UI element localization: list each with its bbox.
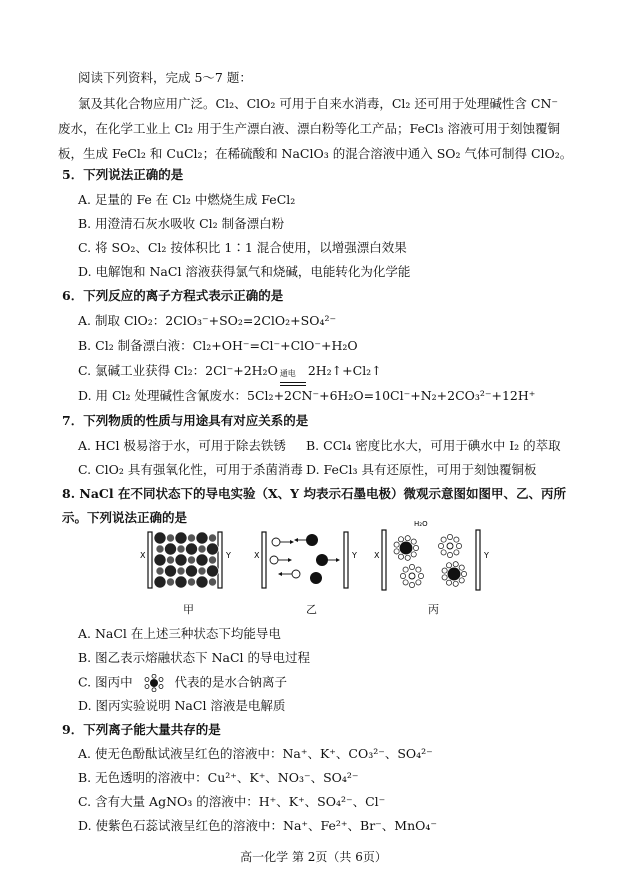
q8-option-b: B. 图乙表示熔融状态下 NaCl 的导电过程 — [78, 650, 311, 665]
water-molecule — [456, 543, 461, 548]
water-molecule — [405, 536, 410, 541]
q6-option-c-products: 2H₂↑+Cl₂↑ — [307, 363, 382, 378]
sodium-ion — [167, 578, 175, 586]
q9-option-a: A. 使无色酚酞试液呈红色的溶液中：Na⁺、K⁺、CO₃²⁻、SO₄²⁻ — [78, 746, 433, 761]
q7-option-b: B. CCl₄ 密度比水大，可用于碘水中 I₂ 的萃取 — [306, 438, 561, 453]
sodium-ion — [188, 556, 196, 564]
sodium-ion — [310, 572, 322, 584]
water-molecule — [446, 580, 451, 585]
water-molecule — [441, 550, 446, 555]
electrode-x — [382, 530, 386, 590]
water-molecule — [441, 537, 446, 542]
water-molecule — [403, 567, 408, 572]
q8-option-c-row — [78, 674, 287, 692]
water-molecule — [394, 549, 399, 554]
chloride-ion — [186, 565, 198, 577]
electrode-y-label: Y — [226, 551, 231, 560]
q8-option-a: A. NaCl 在上述三种状态下均能导电 — [78, 626, 281, 641]
q9-stem: 9．下列离子能大量共存的是 — [62, 722, 221, 737]
chloride-ion — [196, 576, 208, 588]
page-footer: 高一化学 第 2页（共 6页） — [240, 850, 387, 864]
q6-stem: 6．下列反应的离子方程式表示正确的是 — [62, 288, 284, 303]
q8-option-c-suffix: 代表的是水合钠离子 — [174, 674, 288, 690]
water-molecule — [442, 575, 447, 580]
figure-jia — [138, 526, 238, 592]
figure-bing — [372, 516, 492, 596]
water-molecule — [403, 580, 408, 585]
water-molecule — [416, 580, 421, 585]
figure-label-yi: 乙 — [306, 603, 317, 616]
q5-option-d: D. 电解饱和 NaCl 溶液获得氯气和烧碱，电能转化为化学能 — [78, 264, 411, 279]
water-molecule — [400, 573, 405, 578]
sodium-ion — [156, 545, 164, 553]
sodium-ion — [306, 534, 318, 546]
electrode-x-label: X — [140, 551, 146, 560]
passage-line-1: 氯及其化合物应用广泛。Cl₂、ClO₂ 可用于自来水消毒，Cl₂ 还可用于处理碱性含 CN⁻ — [78, 96, 558, 111]
figure-label-jia: 甲 — [183, 603, 194, 616]
water-molecule — [454, 537, 459, 542]
q8-option-c: C. 图丙中 — [78, 674, 133, 690]
arrow-head — [278, 572, 282, 576]
hydrated-ion-icon — [143, 674, 165, 692]
chloride-ion — [196, 532, 208, 544]
electrode-x-label: X — [254, 551, 260, 560]
electrode-x — [262, 532, 266, 588]
water-label: H₂O — [414, 520, 428, 528]
q6-option-d: D. 用 Cl₂ 处理碱性含氰废水：5Cl₂+2CN⁻+6H₂O=10Cl⁻+N₂+2CO₃²⁻+12H⁺ — [78, 388, 536, 403]
q6-option-a: A. 制取 ClO₂：2ClO₃⁻+SO₂=2ClO₂+SO₄²⁻ — [78, 313, 337, 328]
arrow-head — [288, 558, 292, 562]
q9-option-d: D. 使紫色石蕊试液呈红色的溶液中：Na⁺、Fe²⁺、Br⁻、MnO₄⁻ — [78, 818, 437, 833]
q5-option-b: B. 用澄清石灰水吸收 Cl₂ 制备漂白粉 — [78, 216, 285, 231]
water-molecule — [438, 543, 443, 548]
water-molecule — [398, 554, 403, 559]
electrode-y — [218, 532, 222, 588]
ion-core — [448, 568, 460, 580]
chloride-ion — [154, 532, 166, 544]
ion-core — [400, 542, 412, 554]
chloride-ion — [186, 543, 198, 555]
water-molecule — [418, 573, 423, 578]
electrode-y-label: Y — [352, 551, 357, 560]
water-molecule — [454, 550, 459, 555]
q5-option-a: A. 足量的 Fe 在 Cl₂ 中燃烧生成 FeCl₂ — [78, 192, 296, 207]
figure-label-bing: 丙 — [428, 603, 439, 616]
passage-line-2: 废水，在化学工业上 Cl₂ 用于生产漂白液、漂白粉等化工产品；FeCl₃ 溶液可用于刻蚀覆铜 — [58, 121, 560, 136]
arrow-head — [336, 558, 340, 562]
chloride-ion — [270, 556, 278, 564]
water-molecule — [411, 539, 416, 544]
passage-lead: 阅读下列资料，完成 5～7 题： — [78, 70, 252, 85]
water-molecule — [409, 564, 414, 569]
electrode-y — [344, 532, 348, 588]
q9-option-c: C. 含有大量 AgNO₃ 的溶液中：H⁺、K⁺、SO₄²⁻、Cl⁻ — [78, 794, 386, 809]
chloride-ion — [175, 576, 187, 588]
sodium-ion — [167, 534, 175, 542]
water-molecule — [459, 565, 464, 570]
sodium-ion — [188, 534, 196, 542]
q7-option-d: D. FeCl₃ 具有还原性，可用于刻蚀覆铜板 — [306, 462, 537, 477]
arrow-head — [290, 540, 294, 544]
water-molecule — [416, 567, 421, 572]
nacl-crystal-lattice — [154, 532, 219, 588]
ion-core — [409, 573, 415, 579]
chloride-ion — [292, 570, 300, 578]
q6-option-b: B. Cl₂ 制备漂白液：Cl₂+OH⁻=Cl⁻+ClO⁻+H₂O — [78, 338, 358, 353]
sodium-ion — [156, 567, 164, 575]
q6-option-c: C. 氯碱工业获得 Cl₂：2Cl⁻+2H₂O — [78, 363, 278, 378]
electrolysis-condition: 通电 — [279, 369, 296, 378]
water-molecule — [409, 582, 414, 587]
q5-stem: 5．下列说法正确的是 — [62, 167, 184, 182]
q9-option-b: B. 无色透明的溶液中：Cu²⁺、K⁺、NO₃⁻、SO₄²⁻ — [78, 770, 359, 785]
sodium-ion — [177, 545, 185, 553]
chloride-ion — [175, 532, 187, 544]
water-molecule — [413, 545, 418, 550]
electrode-x-label: X — [374, 551, 380, 560]
arrow-head — [294, 538, 298, 542]
q8-stem-line-2: 示。下列说法正确的是 — [62, 510, 188, 525]
water-molecule — [453, 562, 458, 567]
q6-option-c-row — [78, 363, 382, 379]
water-molecule — [394, 542, 399, 547]
sodium-ion — [209, 534, 217, 542]
water-molecule — [447, 534, 452, 539]
water-molecule — [461, 571, 466, 576]
electrode-y-label: Y — [484, 551, 489, 560]
water-molecule — [446, 563, 451, 568]
hydrated-ions — [394, 534, 467, 587]
sodium-ion — [198, 545, 206, 553]
chloride-ion — [207, 565, 219, 577]
ion-core — [447, 543, 453, 549]
sodium-ion — [167, 556, 175, 564]
chloride-ion — [196, 554, 208, 566]
chloride-ion — [154, 554, 166, 566]
chloride-ion — [165, 565, 177, 577]
passage-line-3: 板，生成 FeCl₂ 和 CuCl₂；在稀硫酸和 NaClO₃ 的混合溶液中通入 SO₂ 气体可制得 ClO₂。 — [58, 146, 573, 161]
water-molecule — [398, 537, 403, 542]
sodium-ion — [177, 567, 185, 575]
sodium-ion — [316, 554, 328, 566]
q8-option-d: D. 图丙实验说明 NaCl 溶液是电解质 — [78, 698, 286, 713]
chloride-ion — [272, 538, 280, 546]
figure-yi — [252, 526, 362, 592]
chloride-ion — [207, 543, 219, 555]
electrode-y — [476, 530, 480, 590]
water-molecule — [442, 568, 447, 573]
q7-option-c: C. ClO₂ 具有强氧化性，可用于杀菌消毒 — [78, 462, 303, 477]
sodium-ion — [209, 578, 217, 586]
q5-option-c: C. 将 SO₂、Cl₂ 按体积比 1∶1 混合使用，以增强漂白效果 — [78, 240, 407, 255]
water-molecule — [447, 552, 452, 557]
q7-stem: 7．下列物质的性质与用途具有对应关系的是 — [62, 413, 309, 428]
q8-stem-line-1: 8. NaCl 在不同状态下的导电实验（X、Y 均表示石墨电极）微观示意图如图甲、乙、丙所 — [62, 486, 566, 501]
chloride-ion — [165, 543, 177, 555]
electrode-x — [148, 532, 152, 588]
water-molecule — [453, 581, 458, 586]
q7-option-a: A. HCl 极易溶于水，可用于除去铁锈 — [78, 438, 286, 453]
water-molecule — [411, 552, 416, 557]
chloride-ion — [175, 554, 187, 566]
water-molecule — [405, 555, 410, 560]
sodium-ion — [209, 556, 217, 564]
sodium-ion — [188, 578, 196, 586]
sodium-ion — [198, 567, 206, 575]
water-molecule — [459, 578, 464, 583]
chloride-ion — [154, 576, 166, 588]
